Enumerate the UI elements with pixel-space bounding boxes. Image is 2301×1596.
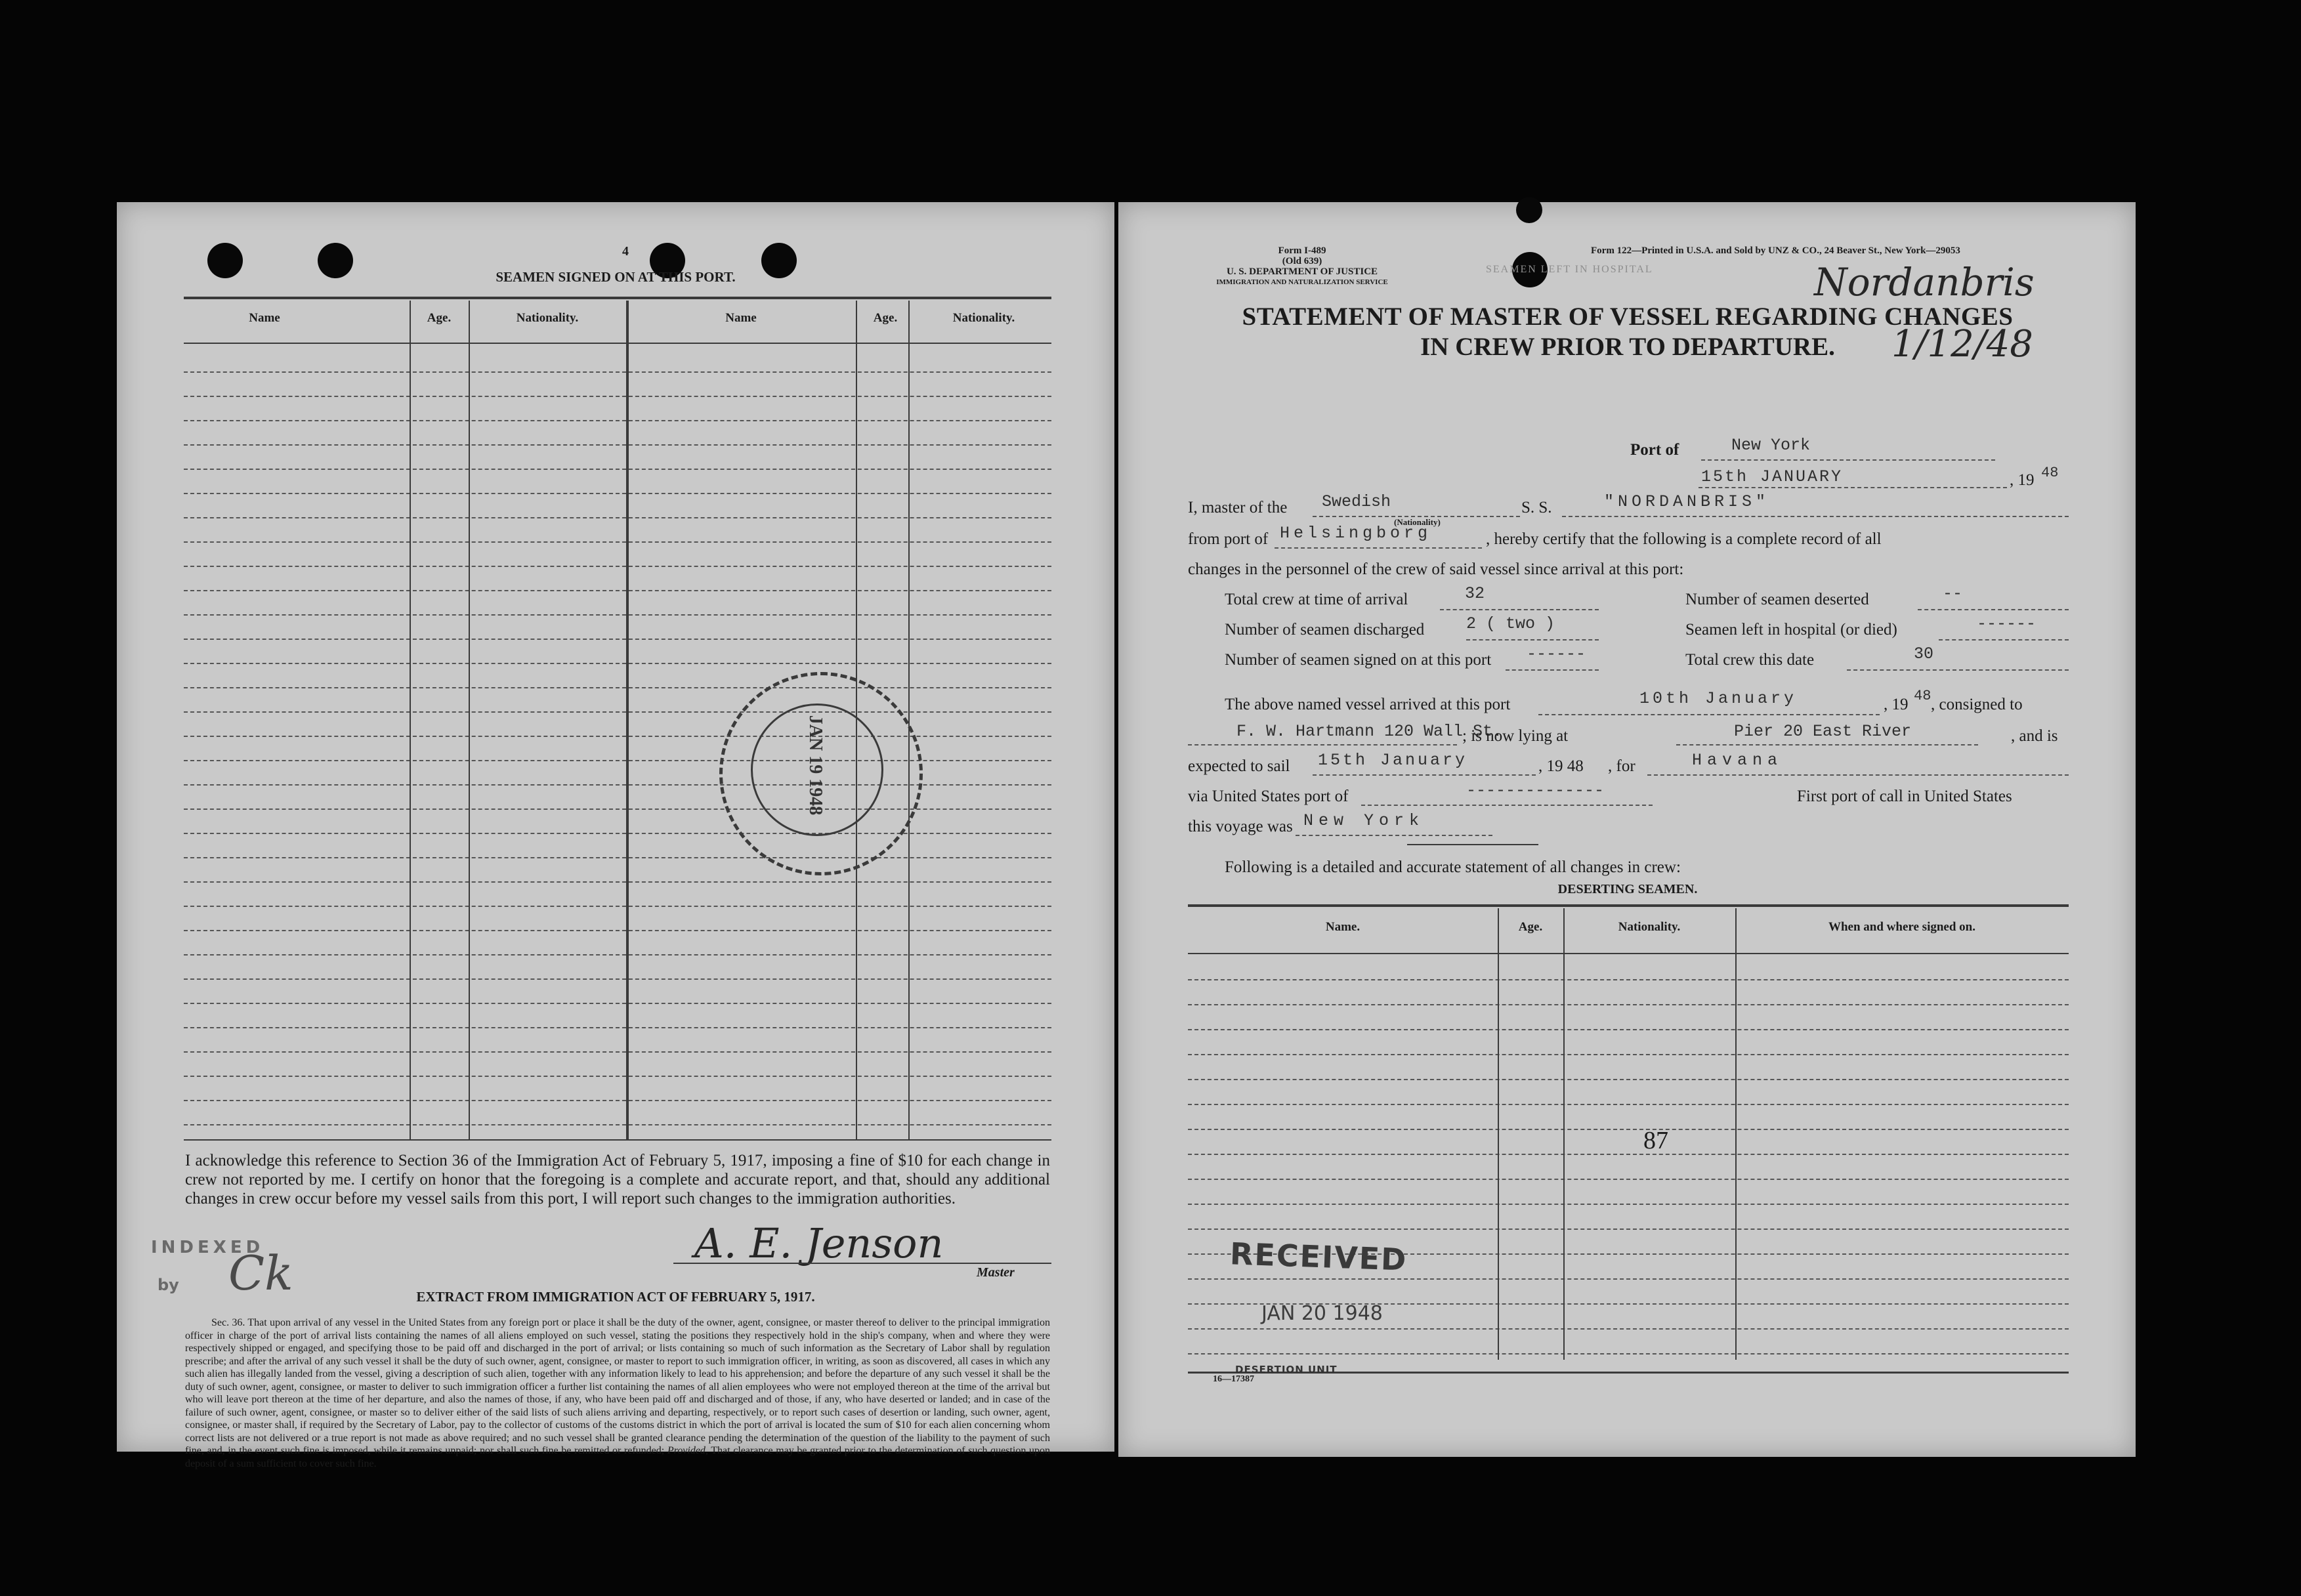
page-number: 4 [622,244,629,259]
table-row [184,1124,1051,1125]
column-divider [410,301,411,1139]
column-divider [908,301,910,1139]
from-port-value: Helsingborg [1280,524,1432,543]
via-value: -------------- [1466,781,1605,800]
header-rule [184,343,1051,344]
signed-on-value: ------ [1527,644,1586,663]
field-line [1647,774,2069,776]
following-text: Following is a detailed and accurate statement of all changes in crew: [1225,858,1681,876]
acknowledgment-text: I acknowledge this reference to Section 36 of the Immigration Act of February 5, 1917, imposing a fine of $10 for each change in crew not reported by me. I certify on honor that the foregoing is a complete and accurate report, and that, should any additional changes in crew occur before my vessel sails from this port, I will report such changes to the immigration authorities. [185,1152,1050,1208]
deserting-title: DESERTING SEAMEN. [1557,882,1698,896]
this-voyage-label: this voyage was [1188,818,1293,835]
lying-value: Pier 20 East River [1734,722,1912,741]
department-name: U. S. DEPARTMENT OF JUSTICE [1226,266,1378,277]
total-crew-date-value: 30 [1914,644,1934,663]
table-row [184,930,1051,931]
from-port-label: from port of [1188,530,1269,548]
signed-on-label: Number of seamen signed on at this port [1225,651,1492,669]
table-row [184,1100,1051,1101]
table-row [184,1076,1051,1077]
year-suffix: 48 [2041,465,2059,481]
total-crew-arrival-value: 32 [1465,584,1485,603]
act-provided: Provided, [667,1445,708,1456]
act-body: That upon arrival of any vessel in the United States from any foreign port or place it shall be the duty of the owner, agent, consignee, or master thereof to deliver to the principal immigration officer in charge of the port of arrival lists containing the names of all aliens employed on such vessel, stating the positions they respectively hold in the ship's company, when and where they were respectively shipped or engaged, and specifying those to be paid off and discharged in the port of arrival; or lists containing so much of such information as the Secretary of Labor shall by regulation prescribe; and after the arrival of any such vessel it shall be the duty of such owner, agent, consignee, or master to report to such immigration officer, in writing, as soon as discovered, all cases in which any such alien has illegally landed from the vessel, giving a description of such alien, together with any information likely to lead to his apprehension; and before the departure of any such vessel it shall be the duty of such owner, agent, consignee, or master to deliver to such immigration officer a further list containing the names of all alien employees who were not employed thereon at the time of the arrival but who will leave port thereon at the time of her departure, and also the names of those, if any, who have been paid off and discharged and of those, if any, who have deserted or landed; and in case of the failure of such owner, agent, consignee, or master so to deliver either of the said lists of such aliens arriving and departing, respectively, or to report such cases of desertion or landing, such owner, agent, consignee, or master shall, if required by the Secretary of Labor, pay to the collector of customs of the customs district in which the port of arrival is located the sum of $10 for each alien concerning whom correct lists are not delivered or a true report is not made as above required; and no such vessel shall be granted clearance pending the determination of the question of the liability to the payment of such fine, and, in the event such fine is imposed, while it remains unpaid; nor shall such fine be remitted or refunded; [185,1317,1050,1456]
table-row [184,711,1051,713]
table-row [184,833,1051,834]
arrived-year-suffix: 48 [1914,688,1932,704]
first-port-label: First port of call in United States [1797,788,2012,805]
column-divider [1735,908,1737,1360]
expected-year: , 19 48 [1538,757,1584,775]
master-label: Master [977,1265,1015,1280]
ss-label: S. S. [1521,499,1552,516]
indexed-stamp: INDEXED [151,1238,264,1257]
act-section: Sec. 36. [211,1317,245,1328]
table-top-rule [184,297,1051,299]
form-code: 16—17387 [1213,1374,1254,1384]
table-row [184,808,1051,810]
table-row [184,590,1051,591]
handwritten-ship-name: Nordanbris [1814,260,2035,304]
column-header-age: Age. [1518,920,1543,934]
punch-hole [1516,197,1542,223]
table-row [184,444,1051,446]
port-value: New York [1731,436,1811,455]
for-label: , for [1608,757,1636,775]
table-row [184,1003,1051,1004]
table-row [184,881,1051,883]
received-date: JAN 20 1948 [1261,1302,1383,1325]
column-divider [1498,908,1499,1360]
table-row [1188,1129,2069,1130]
column-header-name: Name [249,311,280,325]
table-row [184,663,1051,664]
table-row [184,857,1051,858]
table-row [1188,1228,2069,1230]
vessel-name: "NORDANBRIS" [1604,492,1770,511]
handwritten-date: 1/12/48 [1891,323,2033,366]
table-row [184,396,1051,397]
table-row [184,736,1051,737]
table-row [1188,979,2069,980]
extract-title: EXTRACT FROM IMMIGRATION ACT OF FEBRUARY 5, 1917. [416,1289,815,1305]
act-extract-text [185,1316,1050,1470]
field-line [1361,805,1653,806]
column-header-name-2: Name [725,311,757,325]
table-row [1188,1204,2069,1205]
year-prefix: , 19 [2010,471,2035,489]
column-header-age: Age. [427,311,452,325]
table-bottom-rule [184,1139,1051,1141]
faint-show-through: SEAMEN LEFT IN HOSPITAL [1486,264,1653,275]
table-row [1188,1054,2069,1055]
received-stamp: RECEIVED [1229,1236,1408,1278]
hospital-value: ------ [1977,614,2037,633]
statement-date: 15th JANUARY [1701,467,1844,486]
table-row [184,639,1051,640]
total-crew-arrival-label: Total crew at time of arrival [1225,591,1408,608]
via-label: via United States port of [1188,788,1349,805]
arrived-year-prefix: , 19 [1884,696,1909,713]
for-value: Havana [1692,751,1783,770]
table-row [184,541,1051,543]
field-line [1296,835,1492,836]
expected-label: expected to sail [1188,757,1290,775]
vessel-field-line [1562,516,2069,517]
nationality-caption: (Nationality) [1394,517,1441,527]
table-row [184,420,1051,421]
field-line [1918,609,2069,610]
column-header-name: Name. [1325,920,1361,934]
form-title-line-1: STATEMENT OF MASTER OF VESSEL REGARDING CHANGES [1242,303,2014,331]
table-top-rule [1188,904,2069,907]
field-line [1538,714,1880,715]
consigned-label: , consigned to [1931,696,2023,713]
from-port-field-line [1275,547,1482,549]
postmark-date: JAN 19 1948 [805,715,826,816]
indexed-initials: Ck [228,1246,293,1301]
column-divider [469,301,470,1139]
master-signature: A. E. Jenson [694,1219,944,1267]
form-block [1191,245,1414,287]
field-line [1676,744,1978,746]
table-row [184,493,1051,494]
table-row [184,614,1051,616]
port-label: Port of [1630,441,1679,459]
table-row [1188,1179,2069,1180]
left-page [117,202,1114,1469]
desertion-unit-stamp: DESERTION UNIT [1235,1364,1338,1376]
column-header-age-2: Age. [873,311,898,325]
arrived-label: The above named vessel arrived at this port [1225,696,1511,713]
act-tail: That clearance may be granted prior to the determination of such question upon deposit of a sum sufficient to cover such fine. [185,1445,1050,1469]
indexed-by-label: by [158,1276,179,1294]
column-header-nationality: Nationality. [1618,920,1681,934]
and-is-label: , and is [2011,727,2058,745]
column-divider [626,301,629,1139]
form-number: Form I-489 [1278,245,1326,256]
nationality-value: Swedish [1322,492,1391,511]
column-header-nationality: Nationality. [516,311,579,325]
printer-line: Form 122—Printed in U.S.A. and Sold by UNZ & CO., 24 Beaver St., New York—29053 [1591,245,1960,256]
handwritten-number: 87 [1643,1127,1668,1154]
signature-line [673,1263,1051,1264]
table-row [184,954,1051,956]
table-row [1188,1029,2069,1030]
discharged-value: 2 ( two ) [1466,614,1555,633]
this-voyage-value: New York [1303,811,1425,830]
master-of-label: I, master of the [1188,499,1288,516]
consignee-value: F. W. Hartmann 120 Wall St. [1236,722,1503,741]
right-page [1118,202,2136,1457]
field-line [1466,639,1599,640]
port-field-line [1701,459,1995,461]
table-row [184,978,1051,980]
column-header-signed-on: When and where signed on. [1828,920,1975,934]
certify-text: , hereby certify that the following is a complete record of all [1486,530,1882,548]
table-row [184,371,1051,373]
service-name: IMMIGRATION AND NATURALIZATION SERVICE [1216,278,1388,286]
table-row [184,1027,1051,1028]
changes-text: changes in the personnel of the crew of said vessel since arrival at this port: [1188,560,1684,578]
field-line [1939,639,2069,640]
table-row [184,687,1051,688]
deserted-value: -- [1943,584,1963,603]
date-field-line [1699,487,2007,488]
deserted-label: Number of seamen deserted [1685,591,1869,608]
lying-label: ; is now lying at [1462,727,1569,745]
column-header-nationality-2: Nationality. [952,311,1015,325]
form-title-line-2: IN CREW PRIOR TO DEPARTURE. [1420,333,1835,361]
table-row [1188,1004,2069,1005]
header-rule [1188,953,2069,954]
field-line [1313,774,1536,776]
discharged-label: Number of seamen discharged [1225,621,1425,639]
field-line [1188,744,1457,746]
total-crew-date-label: Total crew this date [1685,651,1815,669]
table-row [184,1051,1051,1053]
table-row [184,469,1051,470]
form-old-number: (Old 639) [1282,256,1322,266]
table-row [1188,1353,2069,1354]
expected-value: 15th January [1318,751,1468,770]
table-row [1188,1278,2069,1280]
field-line [1407,844,1538,845]
table-row [1188,1328,2069,1330]
column-divider [1563,908,1565,1360]
field-line [1847,669,2069,671]
field-line [1506,669,1599,671]
table-row [184,906,1051,907]
arrived-value: 10th January [1639,689,1798,708]
table-row [184,566,1051,567]
field-line [1440,609,1599,610]
signed-on-title: SEAMEN SIGNED ON AT THIS PORT. [496,269,736,285]
table-row [1188,1154,2069,1155]
table-row [184,517,1051,518]
table-row [1188,1104,2069,1105]
hospital-label: Seamen left in hospital (or died) [1685,621,1897,639]
table-row [1188,1079,2069,1080]
